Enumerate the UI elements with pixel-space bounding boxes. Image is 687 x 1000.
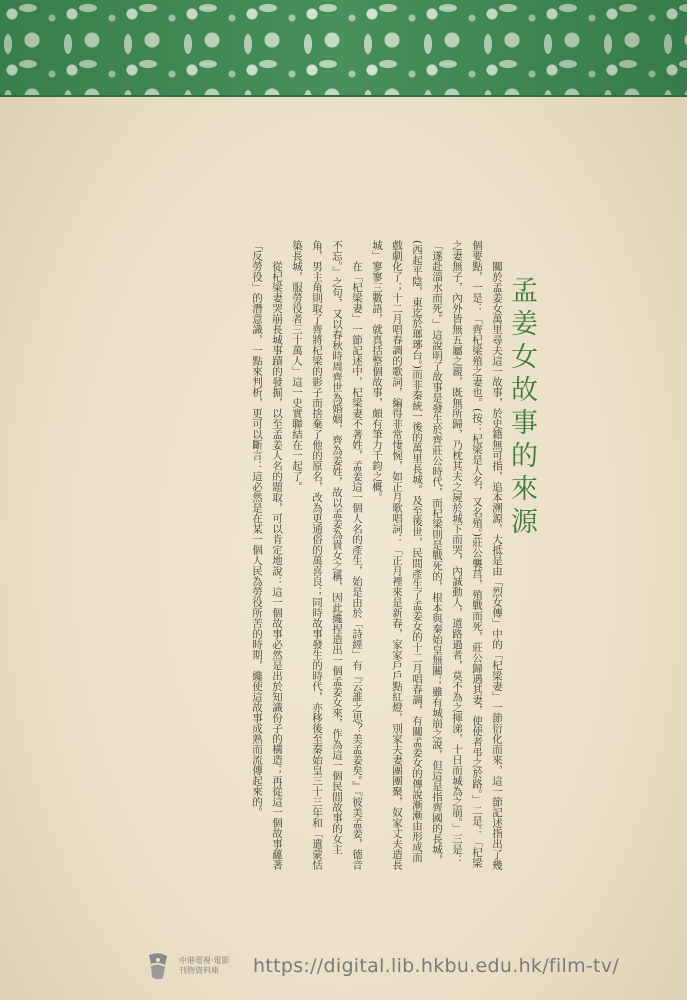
- watermark-org: [179, 956, 245, 976]
- film-archive-logo-icon: [145, 951, 171, 981]
- paragraph-2: 在「杞梁妻」一節記述中，杞梁妻不著姓，孟姜這一個人名的產生，始是由於「詩經」有『云誰之思？美孟姜矣。』『彼美孟姜，德音不忘。』之句，又以春秋時周齊世為婚姻，齊為姜姓，故以孟姜為貴女之稱，因此纔捏造出一個孟姜女來，作為這一個民間故事的女主角，男主角則取了齊將杞梁的影子而捨棄了他的原名，改為更通俗的萬喜良；同時故事發生的時代，亦移後至秦始皇三十三年和「遣蒙恬築長城，服勞役者三十萬人」這一史實聯結在一起了。: [291, 240, 363, 870]
- article-title: 孟姜女故事的來源: [506, 276, 537, 540]
- archive-watermark: [145, 948, 619, 984]
- watermark-url: https://digital.lib.hkbu.edu.hk/film-tv/: [253, 955, 620, 977]
- paragraph-3: 從杞梁妻哭崩長城事蹟的發掘，以至孟姜人名的題取，可以肯定地說：這一個故事必然是出於知識份子的構造；再從這一個故事蘊著「反勞役」的潛意識，一點來判析，更可以斷言：這必然是在某一個人民為勞役所苦的時期，纔使這故事成熟而流傳起來的。: [251, 240, 283, 870]
- paragraph-1: 關於孟姜女萬里尋夫這一故事，於史籍無可指，追本溯源，大抵是由「烈女傳」中的「杞梁妻」一節衍化而來，這一節記述指出了幾個要點，一是：「齊杞梁殖之妻也。(按：杞梁是人名，又名殖。)莊公襲莒，殖戰而死，莊公歸遇其妻，使使者弔之於路。」二是：「杞梁之妻無子，內外皆無五屬之親，既無所歸，乃枕其夫之屍於城下而哭，內誠動人，道路過者，莫不為之揮涕，十日而城為之崩。」三是：「遂赴淄水而死。」這說明了故事是發生於齊莊公時代，而杞梁則是戰死的，根本與秦始皇無關；雖有城崩之說，但這是指齊國的長城，(西起平陰，東迄於瑯琊台。)而非秦統一後的萬里長城。及至後世，民間產生了孟姜女的十二月唱春調，有關孟姜女的傳說漸漸由形成而戲劇化了；十二月唱春調的歌詞，編得非常悽惋，如正月歌唱詞：「正月裡來是新春，家家戶戶點紅燈，別家夫妻團團聚，奴家丈夫造長城」寥寥三數語，就真括整個故事，頗有筆力千鈞之概。: [371, 240, 503, 870]
- banner-shading: [0, 0, 687, 95]
- article-body: [97, 240, 507, 870]
- watermark-org-line2: 刊物資料庫: [179, 966, 219, 975]
- watermark-org-line1: 中港電視‧電影: [179, 956, 230, 965]
